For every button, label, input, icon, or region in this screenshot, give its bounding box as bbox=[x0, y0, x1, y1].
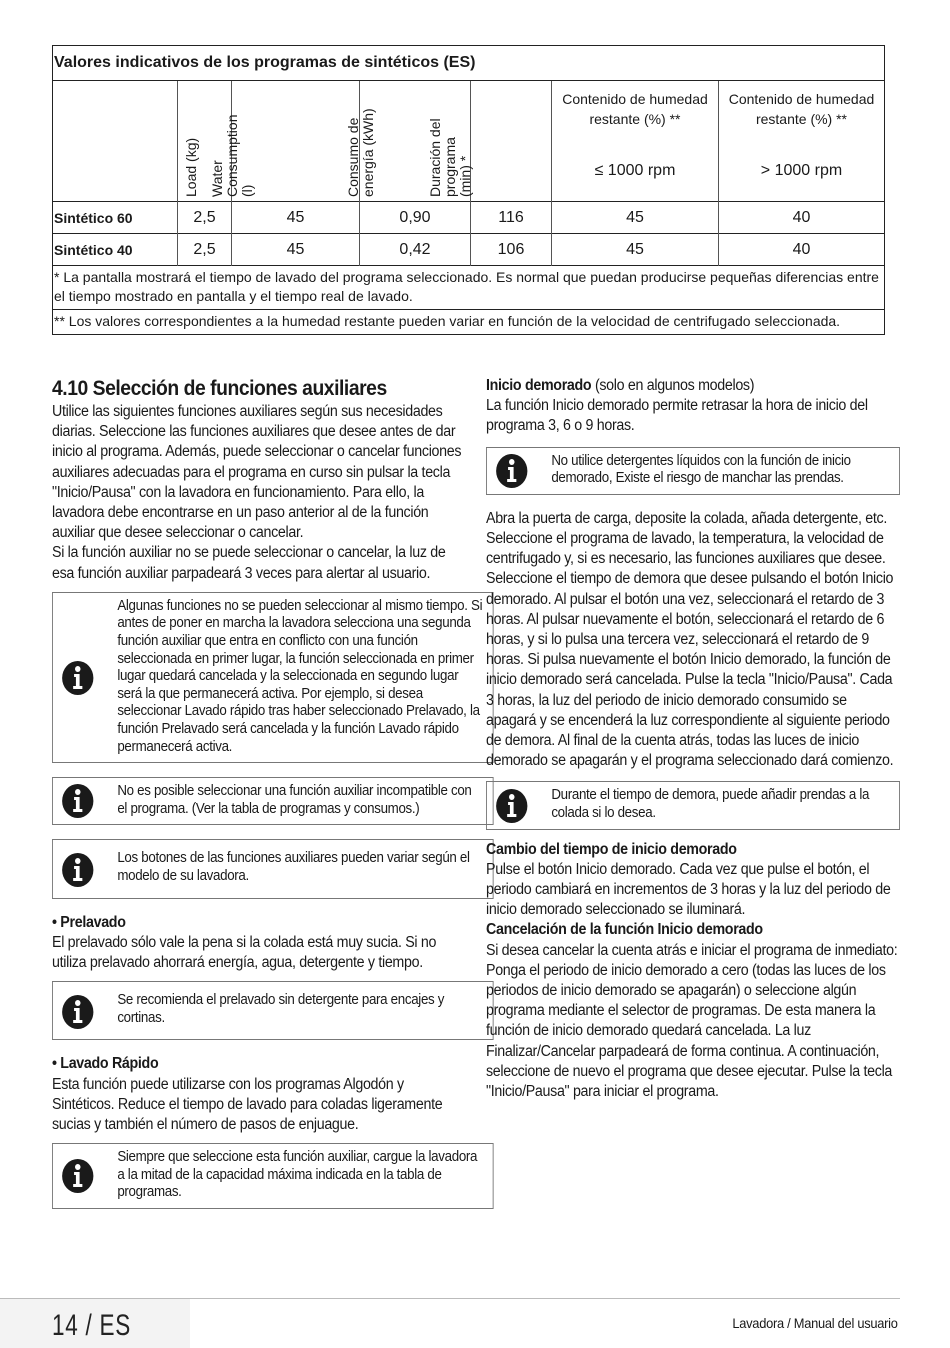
footer-divider bbox=[0, 1298, 900, 1299]
row-water: 45 bbox=[231, 202, 359, 234]
cancel-text-2: Ponga el periodo de inicio demorado a cero (todas las luces de los periodos de inicio demorado se apagarán) o seleccione algún programa mediante el selector de programas. De esta manera la función de inicio demorado quedará cancelada. La luz Finalizar/Cancelar parpadeará de forma continua. A continuación, seleccione de nuevo el programa que desee ejecutar. Pulse la tecla "Inicio/Pausa" para iniciar el programa. bbox=[486, 961, 893, 1101]
lavado-rapido-title: • Lavado Rápido bbox=[52, 1055, 159, 1073]
left-column bbox=[52, 376, 483, 1223]
header-load-label: Load (kg) bbox=[183, 137, 199, 197]
row-humidity-high: 40 bbox=[718, 202, 884, 234]
prelavado-text: El prelavado sólo vale la pena si la colada está muy sucia. Si no utiliza prelavado ahorrará energía, agua, detergente y tiempo. bbox=[52, 933, 437, 971]
info-text: Se recomienda el prelavado sin detergente para encajes y cortinas. bbox=[117, 992, 445, 1026]
info-text: No utilice detergentes líquidos con la función de inicio demorado, Existe el riesgo de manchar las prendas. bbox=[551, 452, 851, 487]
info-icon bbox=[60, 992, 95, 1032]
row-water: 45 bbox=[231, 234, 359, 266]
inicio-demorado-subtitle: (solo en algunos modelos) bbox=[591, 377, 755, 394]
header-duration bbox=[427, 81, 551, 202]
header-humidity-high bbox=[718, 81, 884, 202]
page-number: 14 / ES bbox=[52, 1309, 132, 1342]
header-duration-label: Duración del programa (min) * bbox=[427, 118, 473, 197]
info-icon bbox=[60, 850, 95, 890]
cancel-text-1: Si desea cancelar la cuenta atrás e iniciar el programa de inmediato: bbox=[486, 941, 898, 959]
row-duration: 116 bbox=[470, 202, 551, 234]
info-icon bbox=[494, 451, 529, 491]
cambio-text: Pulse el botón Inicio demorado. Cada vez que pulse el botón, el periodo cambiará en incrementos de 3 horas y la luz del periodo de inicio demorado seleccionado se iluminará. bbox=[486, 860, 891, 919]
intro-paragraph: Utilice las siguientes funciones auxiliares según sus necesidades diarias. Seleccione las funciones auxiliares que desee antes de dar inicio al programa. Además, puede seleccionar o cancelar funciones auxiliares adecuadas para el programa en curso sin pulsar la tecla "Inicio/Pausa" con la lavadora en funcionamiento. Para ello, la lavadora debe encontrarse en un paso anterior al de la función auxiliar que desee seleccionar o cancelar. bbox=[52, 403, 462, 542]
inicio-demorado-text: La función Inicio demorado permite retrasar la hora de inicio del programa 3, 6 o 9 horas. bbox=[486, 397, 868, 435]
header-water-label: Water Consumption (l) bbox=[209, 114, 255, 197]
header-energy-label: Consumo de energía (kWh) bbox=[345, 108, 376, 197]
row-energy: 0,42 bbox=[359, 234, 470, 266]
footer-document-title: Lavadora / Manual del usuario bbox=[732, 1315, 898, 1331]
prelavado-title: • Prelavado bbox=[52, 913, 126, 931]
row-name: Sintético 60 bbox=[54, 210, 133, 226]
info-box bbox=[52, 592, 494, 763]
row-energy: 0,90 bbox=[359, 202, 470, 234]
section-heading: 4.10 Selección de funciones auxiliares bbox=[52, 377, 387, 400]
info-icon bbox=[60, 781, 95, 821]
inicio-demorado-body: Abra la puerta de carga, deposite la colada, añada detergente, etc. Seleccione el programa de lavado, la temperatura, la velocidad de centrifugado y, si es necesario, las funciones auxiliares que desee. Seleccione el tiempo de demora que desee pulsando el botón Inicio demorado. Al pulsar el botón una vez, seleccionará el retardo de 3 horas. Al pulsar nuevamente el botón, seleccionará el retardo de 6 horas, y si lo pulsa una tercera vez, seleccionará el retardo de 9 horas. Si pulsa nuevamente el botón Inicio demorado, la función de inicio demorado será cancelada. Pulse la tecla "Inicio/Pausa". Cada 3 horas, la luz del periodo de inicio demorado consumido se apagará y se encenderá la luz correspondiente al siguiente periodo de demora. Al final de la cuenta atrás, todas las luces de inicio demorado se apagarán y el programa seleccionado dará comienzo. bbox=[486, 509, 894, 770]
info-box bbox=[52, 1143, 494, 1209]
header-humidity-low-title: Contenido de humedad restante (%) ** bbox=[562, 91, 708, 127]
info-text: Siempre que seleccione esta función auxiliar, cargue la lavadora a la mitad de la capacidad máxima indicada en la tabla de programas. bbox=[117, 1149, 478, 1201]
inicio-demorado-heading bbox=[486, 376, 900, 396]
info-icon bbox=[60, 658, 95, 698]
table-row bbox=[53, 202, 884, 234]
cambio-title: Cambio del tiempo de inicio demorado bbox=[486, 840, 737, 858]
table-title: Valores indicativos de los programas de sintéticos (ES) bbox=[53, 46, 884, 81]
table-header bbox=[53, 81, 884, 202]
row-load: 2,5 bbox=[177, 202, 231, 234]
cancel-title: Cancelación de la función Inicio demorado bbox=[486, 921, 763, 939]
table-note-2: ** Los valores correspondientes a la humedad restante pueden variar en función de la velocidad de centrifugado seleccionada. bbox=[54, 313, 841, 329]
info-box bbox=[486, 447, 900, 495]
header-water bbox=[209, 81, 359, 202]
info-box bbox=[52, 981, 494, 1040]
row-name: Sintético 40 bbox=[54, 242, 133, 258]
table-row bbox=[53, 234, 884, 266]
row-duration: 106 bbox=[470, 234, 551, 266]
info-text: Los botones de las funciones auxiliares pueden variar según el modelo de su lavadora. bbox=[117, 850, 470, 884]
info-box bbox=[52, 839, 494, 898]
info-box bbox=[486, 781, 900, 829]
header-humidity-low bbox=[551, 81, 718, 202]
info-icon bbox=[60, 1156, 95, 1196]
consumption-table bbox=[52, 45, 885, 335]
lavado-rapido-text: Esta función puede utilizarse con los programas Algodón y Sintéticos. Reduce el tiempo de lavado para coladas ligeramente sucias y también el número de pasos de enjuague. bbox=[52, 1075, 443, 1133]
header-humidity-high-title: Contenido de humedad restante (%) ** bbox=[728, 91, 875, 127]
row-humidity-high: 40 bbox=[718, 234, 884, 266]
inicio-demorado-title: Inicio demorado bbox=[486, 377, 592, 394]
info-box bbox=[52, 777, 494, 825]
table-note-1: * La pantalla mostrará el tiempo de lavado del programa seleccionado. Es normal que puedan producirse pequeñas diferencias entre el tiempo mostrado en pantalla y el tiempo real de lavado. bbox=[53, 266, 884, 310]
info-text: Algunas funciones no se pueden seleccionar al mismo tiempo. Si antes de poner en marcha la lavadora selecciona una segunda función auxiliar que entra en conflicto con una función seleccionada en primer lugar, la función seleccionada en primer lugar quedará cancelada y la seleccionada en segundo lugar será la que permanecerá activa. Por ejemplo, si desea seleccionar Lavado rápido tras haber seleccionado Prelavado, la función Prelavado será cancelada y la función Lavado rápido permanecerá activa. bbox=[117, 597, 483, 755]
intro-paragraph-2: Si la función auxiliar no se puede seleccionar o cancelar, la luz de esa función auxiliar parpadeará 3 veces para alertar al usuario. bbox=[52, 544, 446, 582]
info-text: Durante el tiempo de demora, puede añadir prendas a la colada si lo desea. bbox=[551, 787, 870, 822]
right-column bbox=[486, 376, 900, 1102]
header-humidity-low-rpm: ≤ 1000 rpm bbox=[594, 162, 676, 179]
info-icon bbox=[494, 786, 529, 826]
header-humidity-high-rpm: > 1000 rpm bbox=[760, 162, 843, 179]
info-text: No es posible seleccionar una función auxiliar incompatible con el programa. (Ver la tabla de programas y consumos.) bbox=[117, 783, 472, 817]
row-load: 2,5 bbox=[177, 234, 231, 266]
row-humidity-low: 45 bbox=[551, 234, 718, 266]
row-humidity-low: 45 bbox=[551, 202, 718, 234]
